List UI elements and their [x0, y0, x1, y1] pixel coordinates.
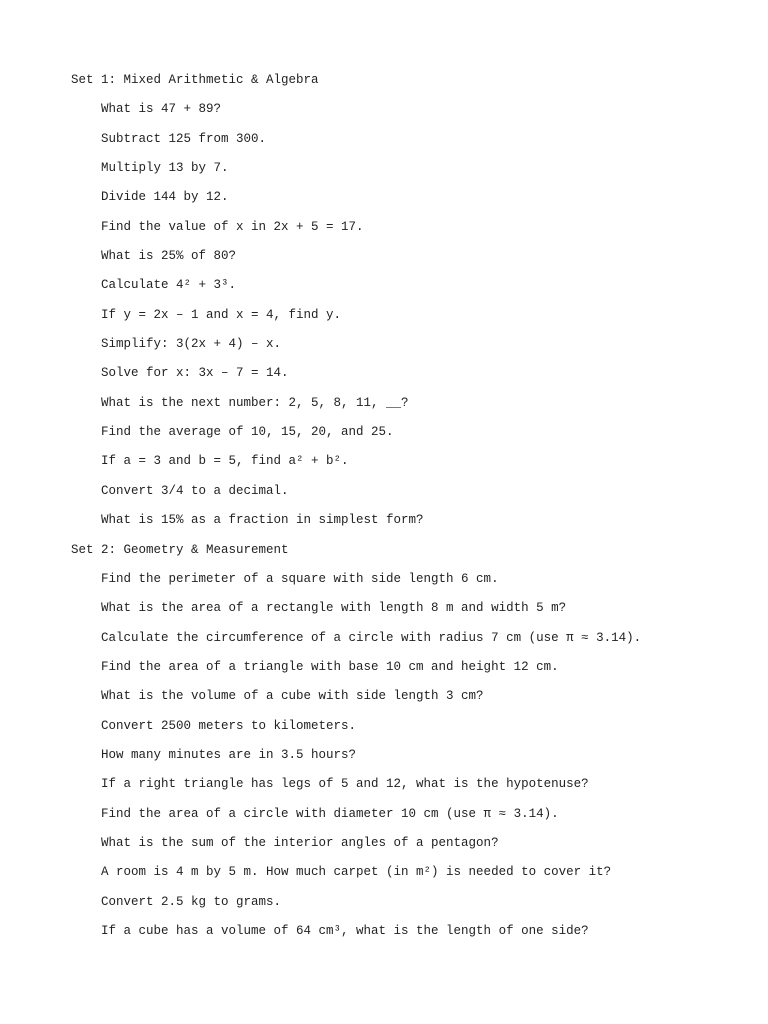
question-item: If a = 3 and b = 5, find a² + b². [101, 454, 349, 469]
question-item: If a right triangle has legs of 5 and 12, what is the hypotenuse? [101, 777, 589, 792]
question-item: What is the next number: 2, 5, 8, 11, __? [101, 395, 409, 410]
question-item: What is the volume of a cube with side length 3 cm? [101, 689, 484, 704]
worksheet-document [71, 70, 748, 950]
question-item: What is the sum of the interior angles of a pentagon? [101, 835, 499, 850]
question-item: How many minutes are in 3.5 hours? [101, 747, 357, 762]
question-item: Convert 2500 meters to kilometers. [101, 718, 357, 733]
question-item: Solve for x: 3x – 7 = 14. [101, 366, 289, 381]
question-item: Calculate the circumference of a circle with radius 7 cm (use π ≈ 3.14). [101, 630, 642, 645]
question-item: Find the perimeter of a square with side length 6 cm. [101, 571, 499, 586]
set-heading: Set 1: Mixed Arithmetic & Algebra [71, 73, 319, 87]
question-item: Convert 3/4 to a decimal. [101, 483, 289, 498]
question-item: What is 15% as a fraction in simplest form? [101, 513, 424, 528]
set-heading: Set 2: Geometry & Measurement [71, 542, 289, 557]
question-item: What is the area of a rectangle with length 8 m and width 5 m? [101, 601, 567, 616]
question-item: A room is 4 m by 5 m. How much carpet (in m²) is needed to cover it? [101, 865, 612, 880]
question-item: Find the area of a circle with diameter 10 cm (use π ≈ 3.14). [101, 806, 559, 821]
question-item: Find the average of 10, 15, 20, and 25. [101, 425, 394, 440]
question-item: What is 25% of 80? [101, 249, 237, 264]
question-item: If a cube has a volume of 64 cm³, what is the length of one side? [101, 923, 589, 938]
question-item: What is 47 + 89? [101, 102, 222, 117]
question-item: If y = 2x – 1 and x = 4, find y. [101, 307, 342, 322]
question-item: Convert 2.5 kg to grams. [101, 894, 282, 909]
question-item: Find the area of a triangle with base 10 cm and height 12 cm. [101, 659, 559, 674]
question-item: Subtract 125 from 300. [101, 131, 267, 146]
question-item: Find the value of x in 2x + 5 = 17. [101, 219, 364, 234]
question-item: Divide 144 by 12. [101, 190, 229, 205]
question-item: Simplify: 3(2x + 4) – x. [101, 337, 282, 352]
question-item: Multiply 13 by 7. [101, 161, 229, 176]
question-item: Calculate 4² + 3³. [101, 278, 237, 293]
